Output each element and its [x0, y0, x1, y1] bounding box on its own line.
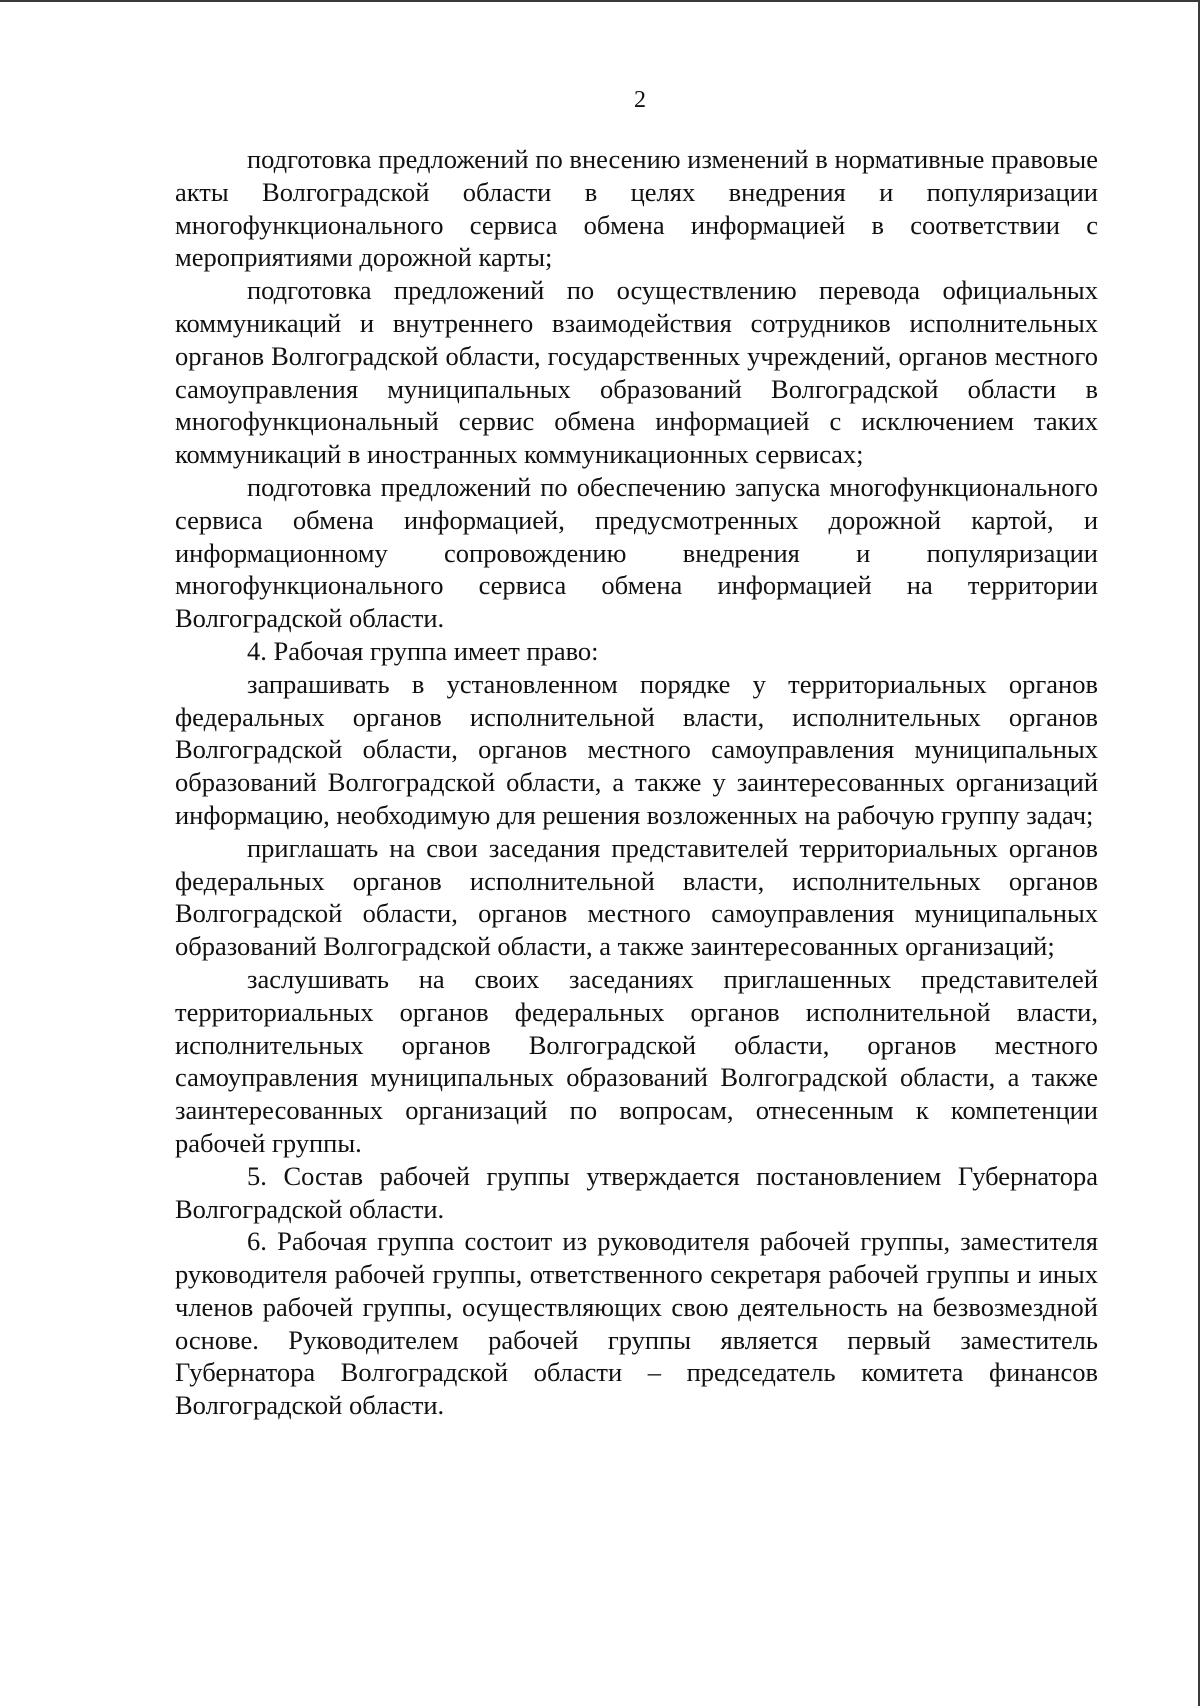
paragraph-section-6: 6. Рабочая группа состоит из руководителя рабочей группы, заместителя руководителя рабочей группы, ответственного секретаря рабочей группы и иных членов рабочей группы, осуществляющих свою деятельность на безвозмездной основе. Руководителем рабочей группы является первый заместитель Губернатора Волгоградской области – председатель комитета финансов Волгоградской области.: [175, 1226, 1098, 1421]
document-body: [175, 143, 1098, 1422]
paragraph-section-5: 5. Состав рабочей группы утверждается постановлением Губернатора Волгоградской области.: [175, 1160, 1098, 1224]
scan-border-top: [0, 0, 1200, 2]
paragraph-proposals-service-launch: подготовка предложений по обеспечению запуска многофункционального сервиса обмена информацией, предусмотренных дорожной картой, и информационному сопровождению внедрения и популяризации многофункционального сервиса обмена информацией на территории Волгоградской области.: [175, 471, 1098, 634]
paragraph-proposals-normative-acts: подготовка предложений по внесению изменений в нормативные правовые акты Волгоградской области в целях внедрения и популяризации многофункционального сервиса обмена информацией в соответствии с мероприятиями дорожной карты;: [175, 144, 1098, 273]
paragraph-right-to-request: запрашивать в установленном порядке у территориальных органов федеральных органов исполнительной власти, исполнительных органов Волгоградской области, органов местного самоуправления муниципальных образований Волгоградской области, а также у заинтересованных организаций информацию, необходимую для решения возложенных на рабочую группу задач;: [175, 668, 1098, 830]
paragraph-section-4-heading: 4. Рабочая группа имеет право:: [247, 635, 599, 666]
paragraph-right-to-hear: заслушивать на своих заседаниях приглашенных представителей территориальных органов федеральных органов исполнительной власти, исполнительных органов Волгоградской области, органов местного самоуправления муниципальных образований Волгоградской области, а также заинтересованных организаций по вопросам, отнесенным к компетенции рабочей группы.: [175, 963, 1098, 1158]
paragraph-right-to-invite: приглашать на свои заседания представителей территориальных органов федеральных органов исполнительной власти, исполнительных органов Волгоградской области, органов местного самоуправления муниципальных образований Волгоградской области, а также заинтересованных организаций;: [175, 832, 1098, 962]
paragraph-proposals-communications-transfer: подготовка предложений по осуществлению перевода официальных коммуникаций и внутреннего взаимодействия сотрудников исполнительных органов Волгоградской области, государственных учреждений, органов местного самоуправления муниципальных образований Волгоградской области в многофункциональный сервис обмена информацией с исключением таких коммуникаций в иностранных коммуникационных сервисах;: [175, 275, 1098, 470]
page-number: 2: [634, 87, 646, 113]
